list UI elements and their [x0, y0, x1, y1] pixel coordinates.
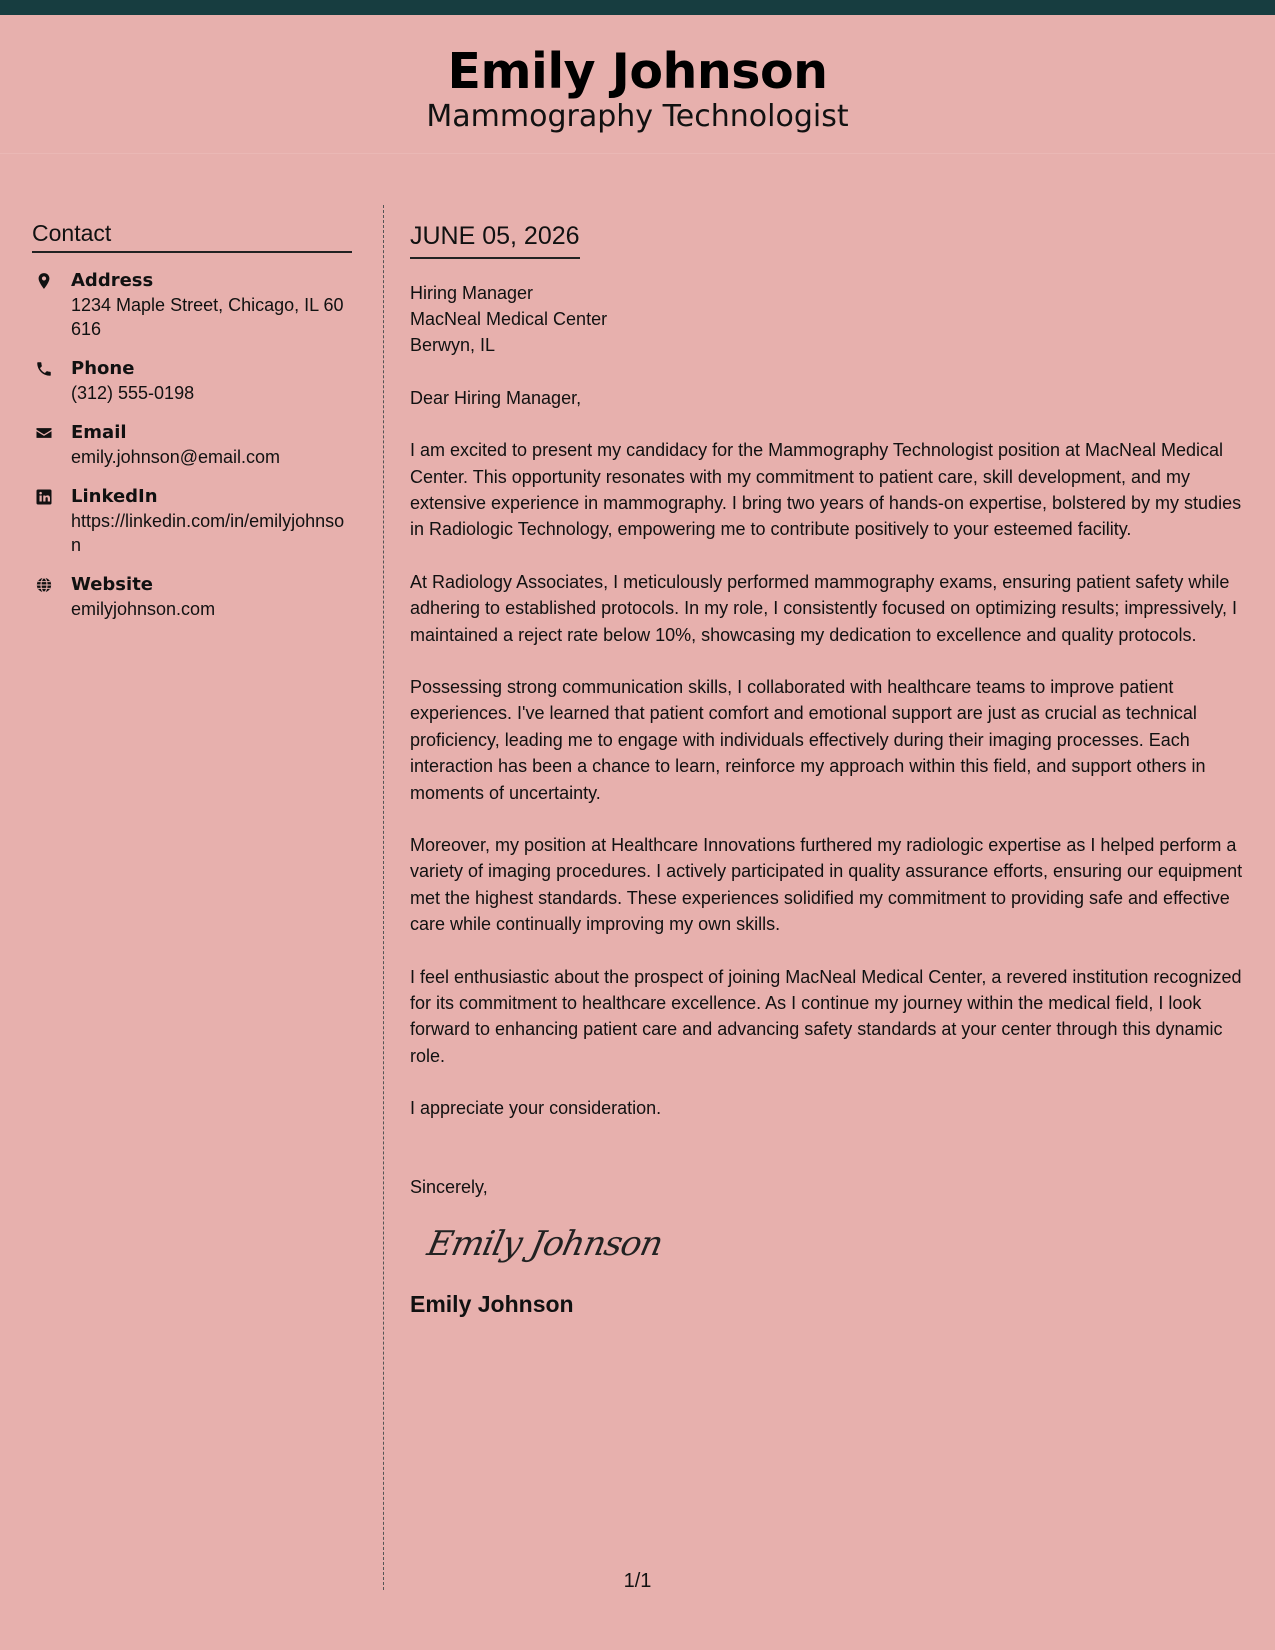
recipient-block — [410, 280, 1250, 359]
letter-paragraph: Possessing strong communication skills, I collaborated with healthcare teams to improve patient experiences. I've learned that patient comfort and emotional support are just as crucial as technical proficiency, leading me to engage with individuals effectively during their imaging processes. Each interaction has been a chance to learn, reinforce my approach within this field, and support others in moments of uncertainty. — [410, 676, 1206, 803]
phone-icon — [35, 360, 53, 378]
contact-email — [32, 421, 352, 469]
contact-address — [32, 269, 352, 341]
contact-sidebar — [32, 220, 352, 637]
letter-paragraph: Moreover, my position at Healthcare Innovations furthered my radiologic expertise as I helped perform a variety of imaging procedures. I actively participated in quality assurance efforts, ensuring our equipment met the highest standards. These experiences solidified my commitment to providing safe and effective care while continually improving my own skills. — [410, 835, 1243, 935]
handwritten-signature: Emily Johnson — [423, 1224, 666, 1265]
page-number: 1/1 — [623, 1570, 652, 1592]
resume-header — [0, 15, 1275, 154]
linkedin-label: LinkedIn — [71, 486, 158, 507]
job-title: Mammography Technologist — [426, 99, 849, 134]
address-label: Address — [71, 270, 154, 291]
email-label: Email — [71, 422, 127, 443]
phone-label: Phone — [71, 358, 135, 379]
recipient-line: MacNeal Medical Center — [410, 308, 608, 329]
letter-paragraph: I am excited to present my candidacy for the Mammography Technologist position at MacNeal Medical Center. This opportunity resonates with my commitment to patient care, skill development, and my extensive experience in mammography. I bring two years of hands-on expertise, bolstered by my studies in Radiologic Technology, empowering me to contribute positively to your esteemed facility. — [410, 440, 1242, 540]
letter-paragraph: At Radiology Associates, I meticulously performed mammography exams, ensuring patient safety while adhering to established protocols. In my role, I consistently focused on optimizing results; impressively, I maintained a reject rate below 10%, showcasing my dedication to excellence and quality protocols. — [410, 571, 1238, 645]
linkedin-value[interactable]: https://linkedin.com/in/emilyjohnson — [71, 511, 345, 555]
website-value[interactable]: emilyjohnson.com — [71, 599, 216, 619]
address-value: 1234 Maple Street, Chicago, IL 60616 — [71, 295, 344, 339]
contact-linkedin — [32, 485, 352, 557]
letter-paragraph: I appreciate your consideration. — [410, 1098, 662, 1119]
contact-heading: Contact — [32, 220, 352, 253]
envelope-icon — [35, 424, 53, 442]
signer-name: Emily Johnson — [410, 1290, 574, 1317]
contact-phone — [32, 357, 352, 405]
letter-paragraph: I feel enthusiastic about the prospect of joining MacNeal Medical Center, a revered institution recognized for its commitment to healthcare excellence. As I continue my journey within the medical field, I look forward to enhancing patient care and advancing safety standards at your center through this dynamic role. — [410, 966, 1242, 1066]
globe-icon — [35, 576, 53, 594]
salutation: Dear Hiring Manager, — [410, 387, 582, 408]
contact-website — [32, 573, 352, 621]
letter-date: JUNE 05, 2026 — [410, 223, 580, 259]
recipient-line: Berwyn, IL — [410, 335, 496, 356]
linkedin-icon — [35, 488, 53, 506]
closing: Sincerely, — [410, 1176, 488, 1197]
location-pin-icon — [35, 272, 53, 290]
applicant-name: Emily Johnson — [447, 43, 828, 100]
column-divider — [383, 205, 384, 1590]
phone-value: (312) 555-0198 — [71, 383, 195, 403]
recipient-line: Hiring Manager — [410, 282, 534, 303]
website-label: Website — [71, 574, 154, 595]
email-value: emily.johnson@email.com — [71, 447, 281, 467]
top-accent-bar — [0, 0, 1275, 15]
cover-letter-body — [410, 223, 1250, 1318]
